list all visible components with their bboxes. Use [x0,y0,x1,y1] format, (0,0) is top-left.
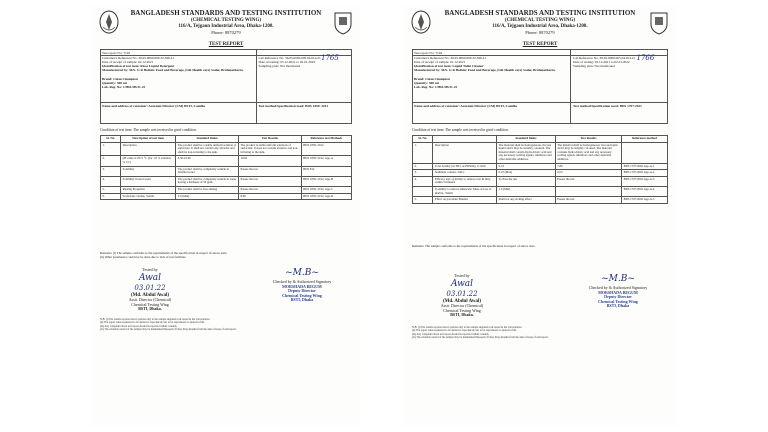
col-standard-limits: Standard limits [176,136,239,143]
checker-signature-block [252,268,352,303]
tested-by-label: Tested by [454,273,470,278]
date-of-receipt: Date of receipt of sample: 01.12.2021 [414,60,466,64]
checker-org: BSTI, Dhaka [290,297,314,303]
cell-result: The product is stable uniform solutions of surfactant. It does not contain abrasive and non-irritating to the skin. [239,142,302,156]
table-row [413,176,668,186]
cell-method: BDS 1707:2002 App-A-4 [622,186,668,196]
table-row [101,166,352,176]
cell-limit: To Pass the test [497,176,556,186]
col-reference-method: Reference test Methods [301,136,351,143]
sampling-plan: Sampling plan: Not mentioned [573,64,615,68]
checker-signature-scribble: ~M.B~ [601,274,635,284]
cell-limit: The product shall be free-rinsing [176,186,239,193]
customer-reference: Customer's Reference No. 36.05.0000.000.32.396.21 [102,56,174,60]
note-line: N.B: (i) The results reported above pertain only to the sample supplied to & tested in the Laboratories. [100,318,211,321]
test-item-condition: Condition of test item: The sample was received in good condition. [100,128,197,132]
cell-sl: 4. [101,176,121,186]
checked-by-label: Checked by & Authorized Signatory [588,285,648,290]
cell-result [555,186,621,196]
tester-designation: Asstt. Director (Chemical) [440,303,484,308]
note-line: (iv) The retention period of the sample may be maintained/disposed off after three months from the date of issue of said report. [412,336,549,340]
brand: Brand: Clean Champion [102,77,138,81]
institution-phone: Phone: 8870279 [211,30,241,35]
cell-limit: 6.50-10.00 [176,156,239,166]
cell-method: BDS 1859: 2012, App-C [301,186,351,193]
report-notes [412,326,668,340]
handwritten-lab-ref: 1765 [321,54,339,62]
col-standard-limits: Standard limits [497,136,556,143]
remarks-line-1: Remarks: (i) The sample conforms to the requirements of the specification in respect of above tests. [100,251,228,255]
note-line: N.B: (i) The results reported above pertain only to the sample supplied to & tested in the Laboratories. [412,326,523,329]
remarks [412,244,668,248]
note-line: (ii) The report when requested to be quoted or reproduced, has to be reproduced or quoted in full. [100,321,205,325]
report-info-box [412,49,668,124]
cell-result: Passes the test [239,166,302,176]
test-results-table [412,135,668,204]
cell-desc: Rinsing Properties [121,186,176,193]
cell-result: 8.98 [239,193,302,200]
test-item-identification: Identification of test item: Liquid Toilet Cleaner [414,64,484,68]
manufacturer: Manufactured by: M/S. G R Holistic Food and Beverage, (GR Health care) Sadar, Brahmanbaria. [414,68,556,72]
cell-sl: 6. [101,193,121,200]
customer-name-address: Name and address of customer: Assistant Director (CM) BSTI, Comilla [102,104,206,108]
institution-name: BANGLADESH STANDARDS AND TESTING INSTITUTION [130,9,322,17]
cell-result: Passes the test [239,176,302,186]
col-description [433,136,497,143]
col-sl: Sl. No. [413,136,433,143]
report-title: TEST REPORT [208,42,244,47]
cell-method: BDS 1707:2002 App-A-5 [622,197,668,204]
col-test-results: Test Results [555,136,621,143]
cell-limit: 0.10 (Max) [497,170,556,177]
date-of-testing: Date of testing: 05.12.2021 to 02.01.2022 [258,60,316,64]
signature-date: 03.01.22 [446,289,478,298]
cell-sl [413,186,433,196]
cell-desc: pH value at 25±1 °C (for 1.0 % solution, % v/v) [121,156,176,166]
handwritten-lab-ref: 1766 [636,54,655,62]
cell-method: BDS 812 [301,166,351,176]
table-row [101,142,352,156]
test-report-page-right [404,6,676,426]
cell-method: BDS 1859: 2012 [301,142,351,156]
cell-result: Passes the test [555,176,621,186]
tester-wing: Chemical Testing Wing [443,307,481,313]
table-header-row [413,136,668,143]
cell-limit: 1.0 (Min) [497,186,556,196]
cell-sl: 4. [413,176,433,186]
cell-desc: Description [121,142,176,156]
cell-sl: 2. [413,163,433,170]
test-results-table [100,135,352,200]
cell-limit: 5.0 (Min) [176,193,239,200]
cell-desc: Sediment content, %m/v [433,170,497,177]
test-report-no: Test report No: 7193 [102,50,131,55]
tester-name: (Md. Abdul Awal) [130,292,170,298]
lab-reference-no: Lab Reference No. 36.05.0000.005.04.014.21 [573,56,636,60]
cell-sl: 1. [413,142,433,163]
cell-result: 10.62 [239,156,302,166]
tested-by-label: Tested by [142,267,158,272]
lab-registration-no: Lab. Reg. No: CH61/2B/21-22 [414,85,458,89]
cell-method: BDS 1707:2002 App-A-3 [622,176,668,186]
cell-method: BDS 1707:2002 App-A-1 [622,163,668,170]
cell-method: BDS 1859: 2012, App-B [301,176,351,186]
note-line: (iii) Any complaint about test report should be reported within a month. [412,332,490,336]
cell-desc: Surfactant content, %m/m [121,193,176,200]
table-row [101,193,352,200]
institution-address: 116/A, Tejgaon Industrial Area, Dhaka-1208. [178,24,274,29]
tester-name: (Md. Abdul Awal) [442,298,482,304]
tester-signature-scribble: Awal [138,272,162,283]
institution-phone: Phone: 8870279 [525,30,555,35]
cell-method: BDS 1707:2002 App-A-2 [622,170,668,177]
checked-by-label: Checked by & Authorized Signatory [272,279,332,284]
test-item-condition: Condition of test item: The sample was received in good condition. [412,128,509,132]
report-info-box [100,49,352,124]
cell-sl: 3. [101,166,121,176]
tester-signature-block [422,274,502,318]
cell-result: 0.03 [555,170,621,177]
tester-signature-block [110,268,190,312]
cell-sl: 5. [101,186,121,193]
cell-result: Passes the test [555,197,621,204]
table-row [101,176,352,186]
cell-method: BDS 1859: 2012, App-A [301,156,351,166]
note-line: (iv) The retention period of the sample may be maintained/disposed off after three months from the date of issue of said report. [100,328,237,332]
table-row [413,142,668,163]
cell-desc: Description [433,142,497,163]
customer-name-address: Name and address of customer: Assistant Director (CM) BSTI, Comilla [414,104,518,108]
signature-date: 03.01.22 [134,283,166,292]
checker-designation: Deputy Director [288,288,316,294]
table-row [413,170,668,177]
checker-name: MORSHADA BEGUM [282,283,322,289]
checker-signature-scribble: ~M.B~ [285,268,319,278]
manufacturer: Manufactured by: M/S. G R Holistic Food and Beverage, (GR Health care) Sadar, Brahmanbaria. [102,68,244,72]
checker-org: BSTI, Dhaka [606,303,630,309]
cell-sl: 3. [413,170,433,177]
checker-wing: Chemical Testing Wing [282,292,322,298]
note-line: (iii) Any complaint about test report should be reported within a month. [100,324,178,328]
table-header-row [101,136,352,143]
tester-org: BSTI, Dhaka. [138,306,162,311]
cell-sl: 2. [101,156,121,166]
wing-name: (CHEMICAL TESTING WING) [190,18,262,23]
cell-limit: 5-12 [497,163,556,170]
col-test-results: Test Results [239,136,302,143]
remarks-line-1: Remarks: The sample conforms to the requirements of the specification in respect of above tests. [412,244,536,248]
tester-designation: Asstt. Director (Chemical) [128,297,172,302]
cell-desc: Total Acidity (as HCl, as H2SO4), % m/m [433,163,497,170]
note-line: (ii) The report when requested to be quoted or reproduced, has to be reproduced or quoted in full. [412,329,517,333]
sampling-plan: Sampling plan: Not mentioned [258,64,301,68]
tester-wing: Chemical Testing Wing [131,301,169,307]
table-row [413,197,668,204]
table-row [101,186,352,193]
cell-desc: Effect on porcelain Enamel [433,197,497,204]
cell-sl: 1. [101,142,121,156]
checker-wing: Chemical Testing Wing [598,298,638,304]
cell-limit: The material shall be homogeneous viscous liquid and it may be suitably coloured. The material shall contain hydrochloric acid and any necessary wetting agents, inhibitors and other desirable additives. [497,142,556,163]
brand: Brand: Clean Champion [414,77,450,81]
cell-limit: Shall not any etching effect [497,197,556,204]
cell-method [622,142,668,163]
report-title: TEST REPORT [522,42,558,47]
test-method-used: Test method/Specification used: BDS 1859: 2012 [258,104,329,108]
tester-org: BSTI, Dhaka. [450,312,474,317]
date-of-testing: Date of testing: 05.12.2021 to 02.01.2022 [573,60,630,64]
customer-reference: Customer's Reference No. 36.05.0000.000.32.396.21 [414,56,486,60]
cell-desc: b) Ability to remove limescale: Mass of loss of marble, %m/m [433,186,497,196]
cell-method: BDS 1859: 2012, App-D [301,193,351,200]
test-report-page-left [92,6,360,426]
cell-sl: 5. [413,197,433,204]
cell-result: Passes the test [239,186,302,193]
lab-reference-no: Lab Reference No. 36.05.0000.005.04.014.21 [258,56,321,60]
report-notes [100,318,352,332]
col-sl: Sl. No. [101,136,121,143]
table-row [101,156,352,166]
wing-name: (CHEMICAL TESTING WING) [504,18,576,23]
institution-name: BANGLADESH STANDARDS AND TESTING INSTITUTION [444,9,636,17]
cell-limit: The product shall be completely soluble in water having a hardness of 50 ppm. [176,176,239,186]
checker-designation: Deputy Director [604,294,632,300]
test-method-used: Test method/Specification used: BDS 1707:2021 [573,104,642,108]
remarks-line-2: (ii) Other parameters could not be done due to lack of test facilities. [100,255,187,259]
quantity: Quantity: 500 ml [414,81,439,85]
col-description: Description of test item [121,136,176,143]
cell-desc: Solubility [121,166,176,176]
cell-desc: Solubility in hard water [121,176,176,186]
date-of-receipt: Date of receipt of sample: 02.12.2021 [102,60,154,64]
col-reference-method: Reference method [622,136,668,143]
cell-limit: The product shall be completely soluble in distilled water [176,166,239,176]
cell-result: The material shall be homogeneous viscous liquid and it may be suitably coloured. The material contains hydrochloric acid and any necessary wetting agents, inhibitors and other desirable additives. [555,142,621,163]
tester-signature-scribble: Awal [450,278,474,289]
cell-limit: The product shall be a stable uniform solution of surfactant. It shall not contain any abrasive and shall be non-irritating to the skin. [176,142,239,156]
table-row [413,186,668,196]
test-report-no: Test report No: 7194 [414,50,443,55]
remarks [100,251,352,259]
test-item-identification: Identification of test item: Floor Liquid Detergent [102,64,175,68]
lab-registration-no: Lab. Reg. No: CH61/2B/21-22 [102,85,146,89]
cell-result: 7.86 [555,163,621,170]
cell-desc: Efficacy test: a) Ability to remove rust & dirty within 5 minutes [433,176,497,186]
checker-signature-block [568,274,668,309]
institution-address: 116/A, Tejgaon Industrial Area, Dhaka-1208. [492,24,588,29]
checker-name: MORSHADA BEGUM [598,289,638,295]
table-row [413,163,668,170]
quantity: Quantity: 500 ml [102,81,127,85]
